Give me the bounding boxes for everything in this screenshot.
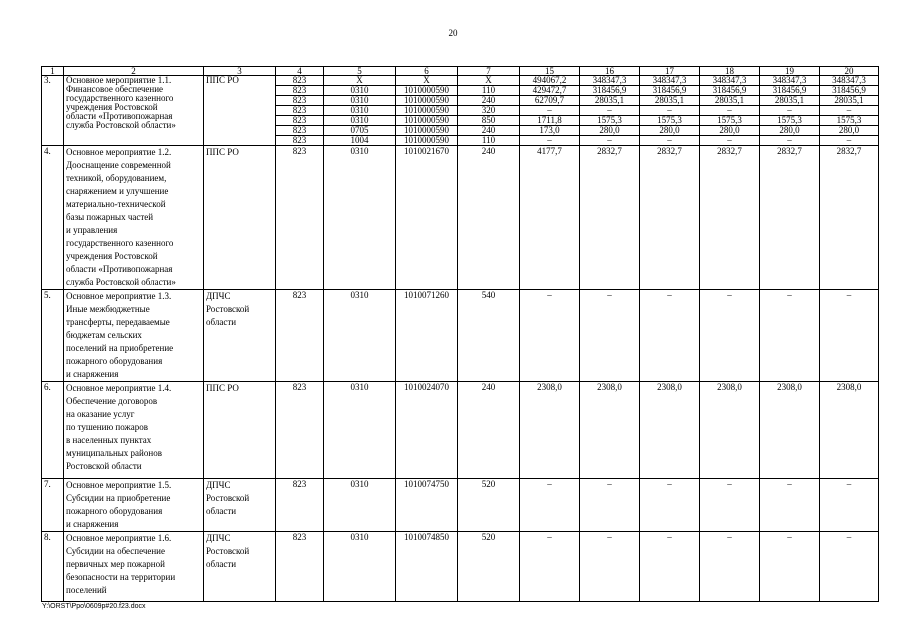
amount-cell: –	[820, 479, 879, 532]
amount-cell: 318456,9	[760, 86, 820, 96]
amount-cell: 2832,7	[700, 146, 760, 290]
amount-cell: –	[760, 479, 820, 532]
activity-name	[64, 532, 204, 602]
amount-cell: 28035,1	[760, 96, 820, 106]
page-number: 20	[448, 28, 458, 38]
row-number: 3.	[42, 76, 64, 146]
activity-name-line: государственного казенного	[66, 93, 174, 103]
amount-cell: 28035,1	[640, 96, 700, 106]
column-number: 19	[760, 67, 820, 76]
executor	[204, 76, 276, 146]
column-number: 17	[640, 67, 700, 76]
amount-cell: –	[760, 106, 820, 116]
amount-cell: 2832,7	[820, 146, 879, 290]
activity-name-line: Основное мероприятие 1.6.	[66, 533, 172, 543]
section-code: 1004	[324, 136, 396, 146]
target-article-code: 1010021670	[396, 146, 458, 290]
amount-cell: 1711,8	[520, 116, 580, 126]
activity-name-line: области «Противопожарная	[66, 111, 173, 121]
table-row	[42, 76, 879, 86]
amount-cell: 494067,2	[520, 76, 580, 86]
amount-cell: 28035,1	[700, 96, 760, 106]
grbs-code: 823	[276, 136, 324, 146]
activity-name-line: Основное мероприятие 1.2.	[66, 147, 172, 157]
activity-name-line: бюджетам сельских	[66, 330, 142, 340]
column-number: 16	[580, 67, 640, 76]
activity-name-line: служба Ростовской области»	[66, 277, 176, 287]
amount-cell: –	[520, 136, 580, 146]
executor-line: области	[206, 506, 237, 516]
grbs-code: 823	[276, 116, 324, 126]
executor-line: ППС РО	[206, 383, 239, 393]
activity-name	[64, 479, 204, 532]
activity-name-line: по тушению пожаров	[66, 422, 148, 432]
activity-name-line: базы пожарных частей	[66, 212, 154, 222]
target-article-code: 1010074850	[396, 532, 458, 602]
amount-cell: 280,0	[580, 126, 640, 136]
row-number: 6.	[42, 382, 64, 479]
executor	[204, 146, 276, 290]
activity-name-line: поселений	[66, 585, 107, 595]
row-number: 8.	[42, 532, 64, 602]
amount-cell: –	[700, 136, 760, 146]
section-code: 0310	[324, 479, 396, 532]
amount-cell: –	[580, 106, 640, 116]
activity-name-line: государственного казенного	[66, 238, 174, 248]
column-number: 4	[276, 67, 324, 76]
amount-cell: 1575,3	[580, 116, 640, 126]
activity-name-line: служба Ростовской области»	[66, 120, 176, 130]
amount-cell: 2308,0	[640, 382, 700, 479]
amount-cell: 62709,7	[520, 96, 580, 106]
executor-line: ДПЧС	[206, 291, 231, 301]
activity-name-line: поселений на приобретение	[66, 343, 174, 353]
amount-cell: 348347,3	[580, 76, 640, 86]
activity-name-line: и снаряжения	[66, 369, 119, 379]
grbs-code: 823	[276, 106, 324, 116]
executor-line: области	[206, 317, 237, 327]
activity-name-line: учреждения Ростовской	[66, 251, 158, 261]
executor-line: области	[206, 559, 237, 569]
amount-cell: –	[700, 479, 760, 532]
activity-name-line: пожарного оборудования	[66, 506, 163, 516]
activity-name-line: муниципальных районов	[66, 448, 162, 458]
grbs-code: 823	[276, 76, 324, 86]
amount-cell: 348347,3	[700, 76, 760, 86]
amount-cell: 2308,0	[820, 382, 879, 479]
amount-cell: 1575,3	[640, 116, 700, 126]
amount-cell: 28035,1	[820, 96, 879, 106]
target-article-code: 1010000590	[396, 126, 458, 136]
expense-type-code: Х	[458, 76, 520, 86]
section-code: 0310	[324, 290, 396, 382]
target-article-code: 1010000590	[396, 116, 458, 126]
activity-name-line: и управления	[66, 225, 118, 235]
amount-cell: 429472,7	[520, 86, 580, 96]
expense-type-code: 540	[458, 290, 520, 382]
target-article-code: 1010000590	[396, 96, 458, 106]
table-row	[42, 479, 879, 532]
amount-cell: –	[820, 532, 879, 602]
amount-cell: 2832,7	[640, 146, 700, 290]
amount-cell: –	[520, 532, 580, 602]
executor	[204, 479, 276, 532]
target-article-code: 1010071260	[396, 290, 458, 382]
target-article-code: Х	[396, 76, 458, 86]
amount-cell: 2308,0	[760, 382, 820, 479]
activity-name-line: Основное мероприятие 1.5.	[66, 480, 172, 490]
amount-cell: –	[700, 290, 760, 382]
activity-name	[64, 146, 204, 290]
activity-name-line: Обеспечение договоров	[66, 396, 158, 406]
amount-cell: –	[520, 290, 580, 382]
section-code: 0310	[324, 116, 396, 126]
executor-line: ДПЧС	[206, 480, 231, 490]
amount-cell: –	[700, 106, 760, 116]
grbs-code: 823	[276, 479, 324, 532]
expense-type-code: 240	[458, 382, 520, 479]
amount-cell: 2308,0	[520, 382, 580, 479]
expense-type-code: 850	[458, 116, 520, 126]
file-path-footer: Y:\ORST\Ppo\0609p#20.f23.docx	[42, 603, 146, 610]
column-number: 18	[700, 67, 760, 76]
amount-cell: 280,0	[640, 126, 700, 136]
expense-type-code: 240	[458, 96, 520, 106]
grbs-code: 823	[276, 126, 324, 136]
expense-type-code: 110	[458, 86, 520, 96]
expense-type-code: 520	[458, 532, 520, 602]
amount-cell: –	[820, 136, 879, 146]
amount-cell: 280,0	[700, 126, 760, 136]
activity-name-line: Субсидии на обеспечение	[66, 546, 165, 556]
activity-name-line: техникой, оборудованием,	[66, 173, 167, 183]
amount-cell: 318456,9	[820, 86, 879, 96]
section-code: 0310	[324, 382, 396, 479]
activity-name	[64, 76, 204, 146]
amount-cell: –	[760, 290, 820, 382]
target-article-code: 1010000590	[396, 86, 458, 96]
executor-line: ППС РО	[206, 75, 239, 85]
table-row	[42, 146, 879, 290]
expense-type-code: 320	[458, 106, 520, 116]
table-row	[42, 290, 879, 382]
section-code: Х	[324, 76, 396, 86]
amount-cell: –	[520, 479, 580, 532]
target-article-code: 1010000590	[396, 136, 458, 146]
grbs-code: 823	[276, 532, 324, 602]
row-number: 5.	[42, 290, 64, 382]
activity-name-line: пожарного оборудования	[66, 356, 163, 366]
section-code: 0310	[324, 146, 396, 290]
activity-name-line: первичных мер пожарной	[66, 559, 165, 569]
section-code: 0310	[324, 96, 396, 106]
amount-cell: 280,0	[820, 126, 879, 136]
column-number: 1	[42, 67, 64, 76]
amount-cell: –	[640, 136, 700, 146]
grbs-code: 823	[276, 382, 324, 479]
executor	[204, 532, 276, 602]
amount-cell: –	[580, 136, 640, 146]
amount-cell: 1575,3	[700, 116, 760, 126]
activity-name-line: Иные межбюджетные	[66, 304, 150, 314]
activity-name	[64, 290, 204, 382]
section-code: 0310	[324, 532, 396, 602]
target-article-code: 1010074750	[396, 479, 458, 532]
amount-cell: –	[580, 290, 640, 382]
activity-name-line: Основное мероприятие 1.1.	[66, 75, 172, 85]
activity-name-line: учреждения Ростовской	[66, 102, 158, 112]
expense-type-code: 240	[458, 126, 520, 136]
activity-name-line: Финансовое обеспечение	[66, 84, 164, 94]
expense-type-code: 110	[458, 136, 520, 146]
column-number: 6	[396, 67, 458, 76]
executor-line: Ростовской	[206, 546, 250, 556]
target-article-code: 1010000590	[396, 106, 458, 116]
amount-cell: –	[580, 532, 640, 602]
amount-cell: 348347,3	[760, 76, 820, 86]
column-number: 20	[820, 67, 879, 76]
amount-cell: 280,0	[760, 126, 820, 136]
table-header-row	[42, 67, 879, 76]
amount-cell: 318456,9	[580, 86, 640, 96]
executor-line: Ростовской	[206, 304, 250, 314]
executor-line: ППС РО	[206, 147, 239, 157]
amount-cell: –	[760, 136, 820, 146]
grbs-code: 823	[276, 86, 324, 96]
section-code: 0310	[324, 86, 396, 96]
activity-name-line: Ростовской области	[66, 461, 142, 471]
activity-name-line: и снаряжения	[66, 519, 119, 529]
column-number: 15	[520, 67, 580, 76]
grbs-code: 823	[276, 96, 324, 106]
activity-name-line: безопасности на территории	[66, 572, 176, 582]
section-code: 0310	[324, 106, 396, 116]
column-number: 7	[458, 67, 520, 76]
executor	[204, 290, 276, 382]
budget-table	[41, 66, 879, 602]
activity-name-line: материально-технической	[66, 199, 166, 209]
activity-name	[64, 382, 204, 479]
activity-name-line: Основное мероприятие 1.3.	[66, 291, 172, 301]
activity-name-line: трансферты, передаваемые	[66, 317, 170, 327]
amount-cell: –	[580, 479, 640, 532]
amount-cell: 1575,3	[760, 116, 820, 126]
column-number: 3	[204, 67, 276, 76]
expense-type-code: 520	[458, 479, 520, 532]
table-row	[42, 532, 879, 602]
amount-cell: –	[640, 290, 700, 382]
executor-line: Ростовской	[206, 493, 250, 503]
amount-cell: –	[820, 106, 879, 116]
activity-name-line: Дооснащение современной	[66, 160, 171, 170]
amount-cell: 318456,9	[640, 86, 700, 96]
amount-cell: –	[820, 290, 879, 382]
expense-type-code: 240	[458, 146, 520, 290]
column-number: 5	[324, 67, 396, 76]
activity-name-line: области «Противопожарная	[66, 264, 173, 274]
activity-name-line: в населенных пунктах	[66, 435, 152, 445]
amount-cell: 28035,1	[580, 96, 640, 106]
row-number: 4.	[42, 146, 64, 290]
amount-cell: 318456,9	[700, 86, 760, 96]
amount-cell: 2832,7	[580, 146, 640, 290]
amount-cell: 1575,3	[820, 116, 879, 126]
grbs-code: 823	[276, 290, 324, 382]
executor	[204, 382, 276, 479]
amount-cell: –	[640, 532, 700, 602]
amount-cell: 2832,7	[760, 146, 820, 290]
amount-cell: 348347,3	[640, 76, 700, 86]
amount-cell: 2308,0	[580, 382, 640, 479]
amount-cell: –	[700, 532, 760, 602]
amount-cell: 173,0	[520, 126, 580, 136]
table-row	[42, 382, 879, 479]
activity-name-line: Основное мероприятие 1.4.	[66, 383, 172, 393]
row-number: 7.	[42, 479, 64, 532]
column-number: 2	[64, 67, 204, 76]
amount-cell: –	[640, 479, 700, 532]
amount-cell: 348347,3	[820, 76, 879, 86]
amount-cell: –	[640, 106, 700, 116]
amount-cell: 4177,7	[520, 146, 580, 290]
amount-cell: 2308,0	[700, 382, 760, 479]
activity-name-line: снаряжением и улучшение	[66, 186, 169, 196]
executor-line: ДПЧС	[206, 533, 231, 543]
section-code: 0705	[324, 126, 396, 136]
activity-name-line: на оказание услуг	[66, 409, 135, 419]
amount-cell: –	[760, 532, 820, 602]
grbs-code: 823	[276, 146, 324, 290]
target-article-code: 1010024070	[396, 382, 458, 479]
amount-cell: –	[520, 106, 580, 116]
activity-name-line: Субсидии на приобретение	[66, 493, 171, 503]
